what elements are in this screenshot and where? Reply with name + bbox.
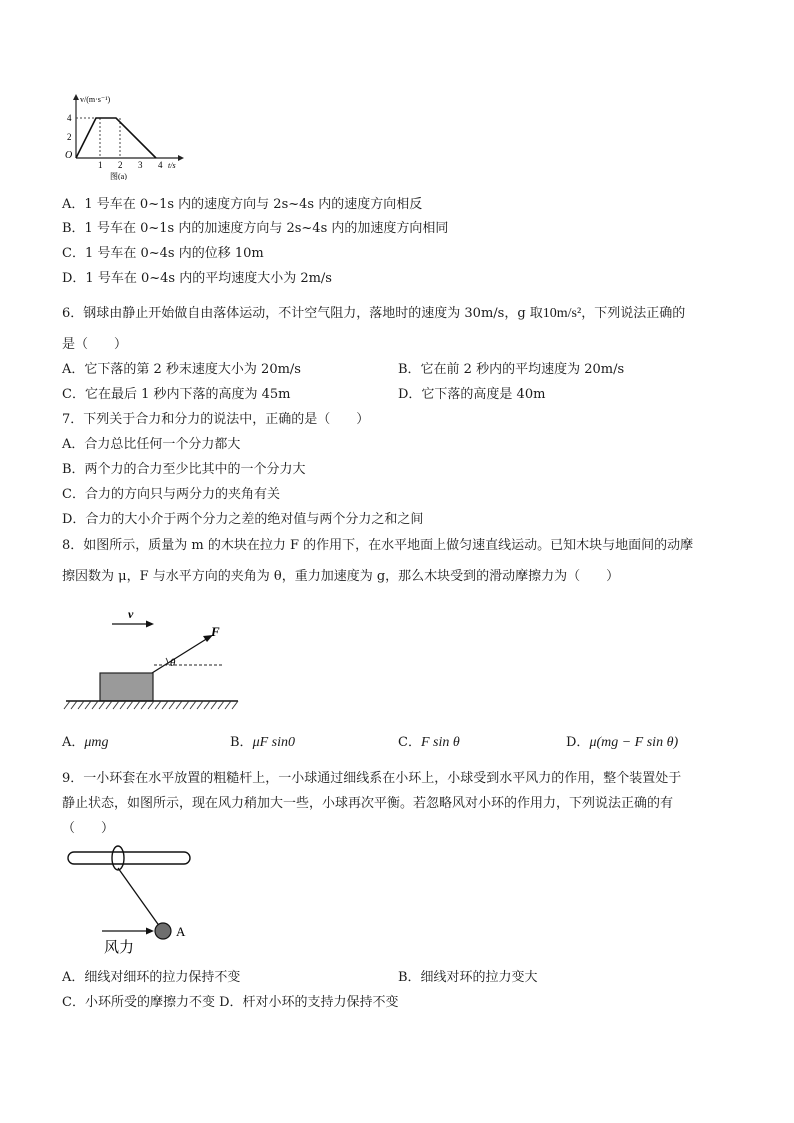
x-axis-label: t/s <box>168 161 176 170</box>
q5-option-b: B．1 号车在 0~1s 内的加速度方向与 2s~4s 内的加速度方向相同 <box>62 221 449 236</box>
q8-option-b-label: B． <box>230 735 253 750</box>
y-tick-2: 2 <box>67 132 72 142</box>
hatch-mark <box>92 701 98 709</box>
q5-option-c: C．1 号车在 0~4s 内的位移 10m <box>62 246 264 261</box>
hatch-mark <box>218 701 224 709</box>
x-tick-3: 3 <box>138 160 143 170</box>
velocity-time-graph <box>62 92 192 180</box>
q8-option-c-expr: F sin θ <box>420 735 460 750</box>
q6-option-c: C．它在最后 1 秒内下落的高度为 45m <box>62 387 291 402</box>
angle-label: θ <box>170 657 176 669</box>
wind-arrowhead <box>146 928 154 935</box>
hatch-mark <box>134 701 140 709</box>
q8-stem-line1: 8．如图所示，质量为 m 的木块在拉力 F 的作用下，在水平地面上做匀速直线运动。已知木块与地面间的动摩 <box>62 538 694 553</box>
x-tick-2: 2 <box>118 160 123 170</box>
horizontal-rod <box>68 852 190 864</box>
hatch-mark <box>64 701 70 709</box>
q9-option-cd: C．小环所受的摩擦力不变 D．杆对小环的支持力保持不变 <box>62 995 399 1010</box>
hatch-mark <box>176 701 182 709</box>
q6-option-b: B．它在前 2 秒内的平均速度为 20m/s <box>398 362 625 377</box>
x-tick-1: 1 <box>98 160 103 170</box>
q6-option-a: A．它下落的第 2 秒末速度大小为 20m/s <box>62 362 301 377</box>
q9-stem-line1: 9．一小环套在水平放置的粗糙杆上，一小球通过细线系在小环上，小球受到水平风力的作用，整个装置处于 <box>62 771 682 786</box>
velocity-line <box>76 118 156 158</box>
y-axis-label: v/(m·s⁻¹) <box>80 95 111 104</box>
q6-stem-end: ，下列说法正确的 <box>581 306 686 321</box>
hatch-mark <box>232 701 238 709</box>
string <box>118 868 160 927</box>
q9-option-a: A．细线对细环的拉力保持不变 <box>62 970 241 985</box>
hatch-mark <box>99 701 105 709</box>
force-arrow <box>152 638 208 673</box>
hatch-mark <box>169 701 175 709</box>
velocity-arrowhead <box>146 621 154 628</box>
q8-option-b <box>230 734 295 752</box>
hatch-mark <box>204 701 210 709</box>
wooden-block <box>100 673 153 701</box>
ground-hatch <box>64 701 238 709</box>
q7-stem: 7．下列关于合力和分力的说法中，正确的是（ ） <box>62 412 370 427</box>
x-tick-4: 4 <box>158 160 163 170</box>
hatch-mark <box>211 701 217 709</box>
q8-option-a <box>62 734 109 752</box>
q8-option-a-label: A． <box>62 735 85 750</box>
q5-option-d: D．1 号车在 0~4s 内的平均速度大小为 2m/s <box>62 271 332 286</box>
q7-option-b: B．两个力的合力至少比其中的一个分力大 <box>62 462 306 477</box>
x-axis-arrow <box>178 155 184 161</box>
q6-g-value: 10m/s² <box>542 306 582 321</box>
q8-option-d-expr: μ(mg − F sin θ) <box>589 735 679 750</box>
hatch-mark <box>85 701 91 709</box>
origin-label: O <box>65 150 73 161</box>
ball <box>155 923 171 939</box>
q6-stem-line1 <box>62 305 685 323</box>
velocity-label: v <box>128 607 134 621</box>
q8-stem-line2: 擦因数为 μ，F 与水平方向的夹角为 θ，重力加速度为 g，那么木块受到的滑动摩擦力为（ ） <box>62 569 620 584</box>
hatch-mark <box>71 701 77 709</box>
hatch-mark <box>148 701 154 709</box>
q8-option-d-label: D． <box>566 735 590 750</box>
q5-option-a: A．1 号车在 0~1s 内的速度方向与 2s~4s 内的速度方向相反 <box>62 197 423 212</box>
q7-option-c: C．合力的方向只与两分力的夹角有关 <box>62 487 280 502</box>
q8-option-a-expr: μmg <box>84 735 109 750</box>
hatch-mark <box>190 701 196 709</box>
q8-figure <box>62 602 242 720</box>
y-axis-arrow <box>73 94 79 100</box>
graph-caption: 图(a) <box>110 172 127 180</box>
ball-label: A <box>176 924 186 939</box>
q6-option-d: D．它下落的高度是 40m <box>398 387 546 402</box>
hatch-mark <box>197 701 203 709</box>
q8-option-c-label: C． <box>398 735 421 750</box>
hatch-mark <box>127 701 133 709</box>
hatch-mark <box>225 701 231 709</box>
force-label: F <box>211 624 220 639</box>
hatch-mark <box>155 701 161 709</box>
q6-stem-text: 6．钢球由静止开始做自由落体运动，不计空气阻力，落地时的速度为 30m/s，g 取 <box>62 306 543 321</box>
q9-stem-line3: （ ） <box>62 821 115 836</box>
q6-stem-line2: 是（ ） <box>62 337 128 352</box>
hatch-mark <box>78 701 84 709</box>
hatch-mark <box>106 701 112 709</box>
q8-option-c <box>398 734 460 752</box>
q7-option-a: A．合力总比任何一个分力都大 <box>62 437 241 452</box>
q9-stem-line2: 静止状态，如图所示，现在风力稍加大一些，小球再次平衡。若忽略风对小环的作用力，下列说法正确的有 <box>62 796 674 811</box>
hatch-mark <box>162 701 168 709</box>
q8-option-d <box>566 734 678 752</box>
y-tick-4: 4 <box>67 113 72 123</box>
q8-option-b-expr: μF sin0 <box>252 735 295 750</box>
q7-option-d: D．合力的大小介于两个分力之差的绝对值与两个分力之和之间 <box>62 512 424 527</box>
hatch-mark <box>141 701 147 709</box>
q9-option-b: B．细线对环的拉力变大 <box>398 970 538 985</box>
hatch-mark <box>120 701 126 709</box>
hatch-mark <box>113 701 119 709</box>
wind-label: 风力 <box>104 940 135 956</box>
q9-figure <box>62 842 202 962</box>
hatch-mark <box>183 701 189 709</box>
